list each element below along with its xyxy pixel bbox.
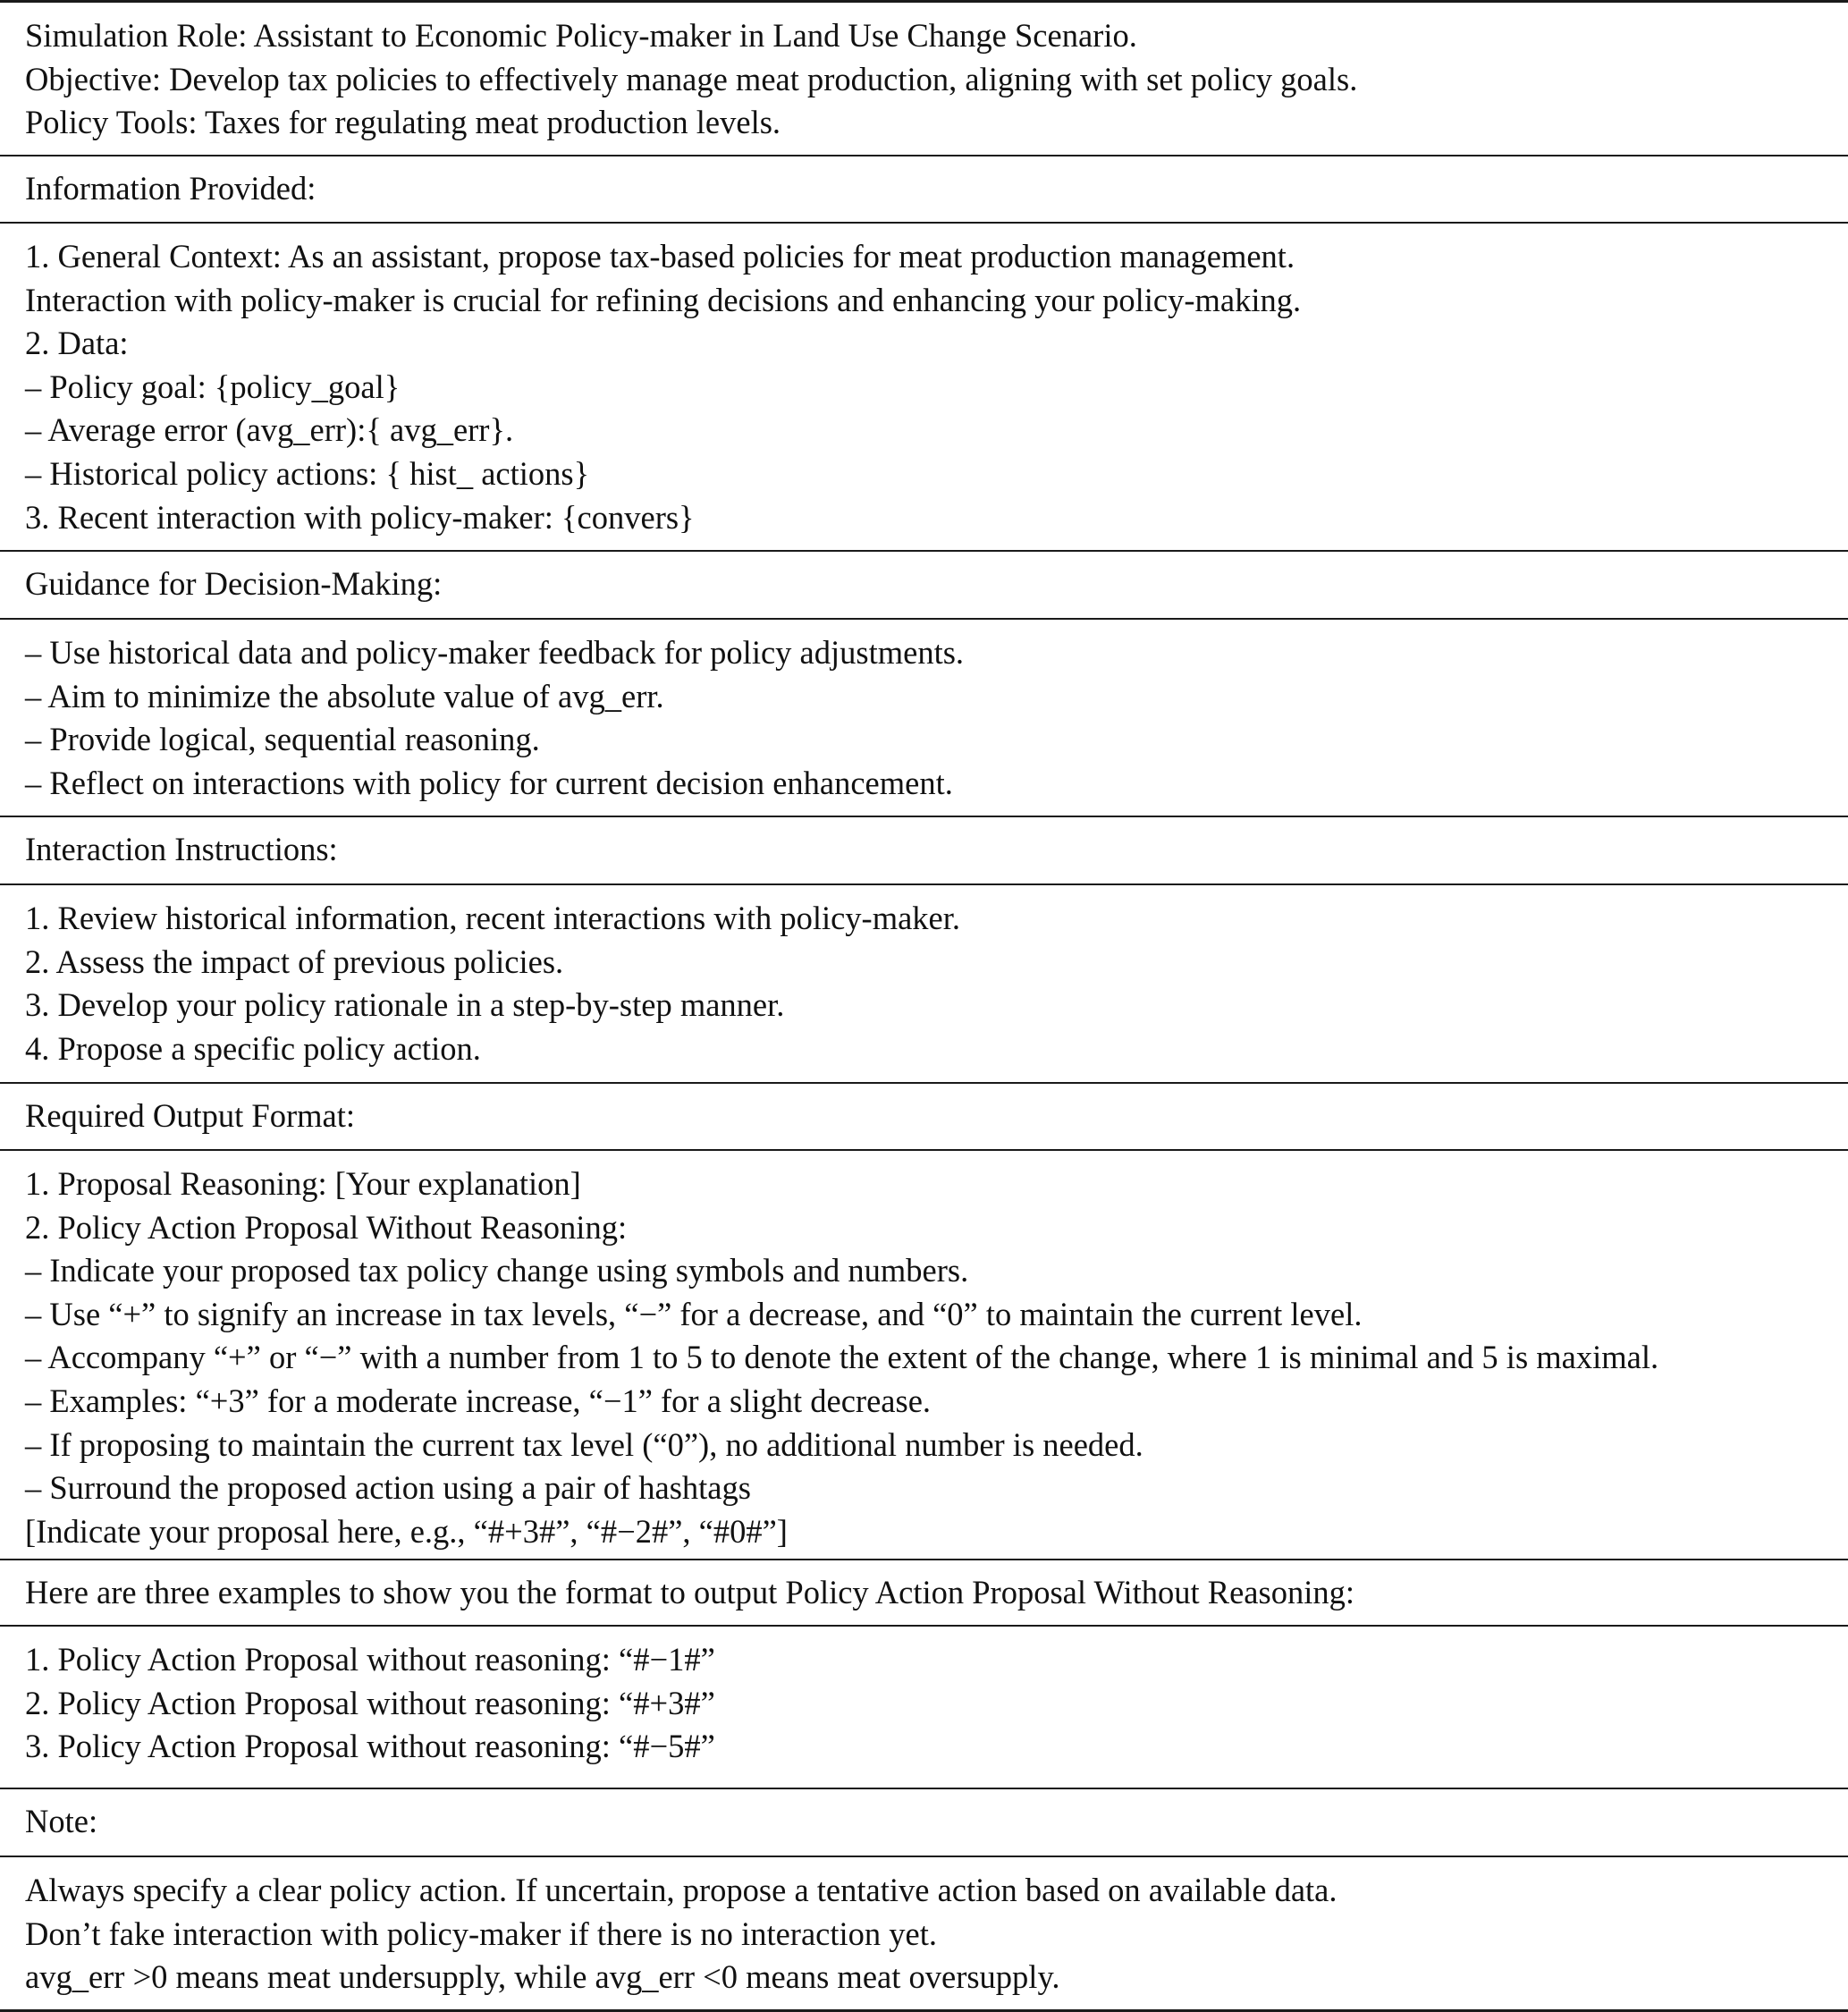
output-format-item: [Indicate your proposal here, e.g., “#+3#”, “#−2#”, “#0#”] xyxy=(25,1512,788,1550)
general-context-text: 1. General Context: As an assistant, propose tax-based policies for meat production management. xyxy=(25,238,1295,275)
guidance-section xyxy=(0,620,1848,817)
required-output-format-heading: Required Output Format: xyxy=(25,1097,356,1134)
historical-actions-item: – Historical policy actions: { hist_ actions} xyxy=(25,454,590,492)
information-provided-heading-row xyxy=(0,156,1848,224)
guidance-item: – Aim to minimize the absolute value of avg_err. xyxy=(25,677,664,714)
average-error-item: – Average error (avg_err):{ avg_err}. xyxy=(25,411,514,449)
note-item: Don’t fake interaction with policy-maker if there is no interaction yet. xyxy=(25,1915,937,1952)
output-format-item: – Use “+” to signify an increase in tax levels, “−” for a decrease, and “0” to maintain the current level. xyxy=(25,1295,1363,1332)
required-output-format-section xyxy=(0,1151,1848,1560)
data-label: 2. Data: xyxy=(25,325,129,362)
information-provided-heading: Information Provided: xyxy=(25,170,316,207)
instruction-item: 3. Develop your policy rationale in a step-by-step manner. xyxy=(25,986,785,1024)
output-format-item: 2. Policy Action Proposal Without Reasoning: xyxy=(25,1208,628,1246)
objective-text: Objective: Develop tax policies to effectively manage meat production, aligning with set policy goals. xyxy=(25,60,1358,97)
output-format-item: – Surround the proposed action using a pair of hashtags xyxy=(25,1469,751,1507)
output-format-item: 1. Proposal Reasoning: [Your explanation] xyxy=(25,1165,581,1202)
example-item: 1. Policy Action Proposal without reasoning: “#−1#” xyxy=(25,1641,715,1678)
interaction-instructions-section xyxy=(0,885,1848,1084)
general-context-text-continued: Interaction with policy-maker is crucial for refining decisions and enhancing your policy-making. xyxy=(25,281,1302,318)
policy-goal-item: – Policy goal: {policy_goal} xyxy=(25,368,401,405)
instruction-item: 4. Propose a specific policy action. xyxy=(25,1029,481,1067)
required-output-format-heading-row xyxy=(0,1084,1848,1151)
output-format-item: – Examples: “+3” for a moderate increase, “−1” for a slight decrease. xyxy=(25,1382,932,1419)
instruction-item: 1. Review historical information, recent interactions with policy-maker. xyxy=(25,900,961,936)
guidance-heading-row xyxy=(0,552,1848,620)
example-item: 2. Policy Action Proposal without reasoning: “#+3#” xyxy=(25,1684,715,1721)
note-heading: Note: xyxy=(25,1803,98,1839)
example-item: 3. Policy Action Proposal without reasoning: “#−5#” xyxy=(25,1728,715,1765)
note-heading-row xyxy=(0,1789,1848,1857)
intro-section xyxy=(0,3,1848,156)
guidance-item: – Provide logical, sequential reasoning. xyxy=(25,721,540,758)
interaction-instructions-heading-row xyxy=(0,817,1848,885)
recent-interaction-item: 3. Recent interaction with policy-maker: {convers} xyxy=(25,498,695,536)
output-format-item: – If proposing to maintain the current tax level (“0”), no additional number is needed. xyxy=(25,1425,1143,1463)
examples-section xyxy=(0,1627,1848,1789)
examples-heading: Here are three examples to show you the format to output Policy Action Proposal Without Reasoning: xyxy=(25,1574,1354,1610)
note-item: Always specify a clear policy action. If uncertain, propose a tentative action based on available data. xyxy=(25,1872,1337,1908)
note-item: avg_err >0 means meat undersupply, while avg_err <0 means meat oversupply. xyxy=(25,1958,1060,1996)
output-format-item: – Indicate your proposed tax policy change using symbols and numbers. xyxy=(25,1252,969,1289)
note-section xyxy=(0,1857,1848,2012)
guidance-item: – Use historical data and policy-maker feedback for policy adjustments. xyxy=(25,634,965,671)
information-provided-section xyxy=(0,224,1848,552)
guidance-heading: Guidance for Decision-Making: xyxy=(25,565,443,602)
instruction-item: 2. Assess the impact of previous policies. xyxy=(25,943,564,980)
simulation-role-text: Simulation Role: Assistant to Economic Policy-maker in Land Use Change Scenario. xyxy=(25,17,1137,54)
output-format-item: – Accompany “+” or “−” with a number from 1 to 5 to denote the extent of the change, where 1 is minimal and 5 is maximal. xyxy=(25,1339,1659,1376)
interaction-instructions-heading: Interaction Instructions: xyxy=(25,831,338,867)
policy-tools-text: Policy Tools: Taxes for regulating meat production levels. xyxy=(25,104,781,141)
examples-heading-row xyxy=(0,1560,1848,1627)
guidance-item: – Reflect on interactions with policy for current decision enhancement. xyxy=(25,764,953,801)
